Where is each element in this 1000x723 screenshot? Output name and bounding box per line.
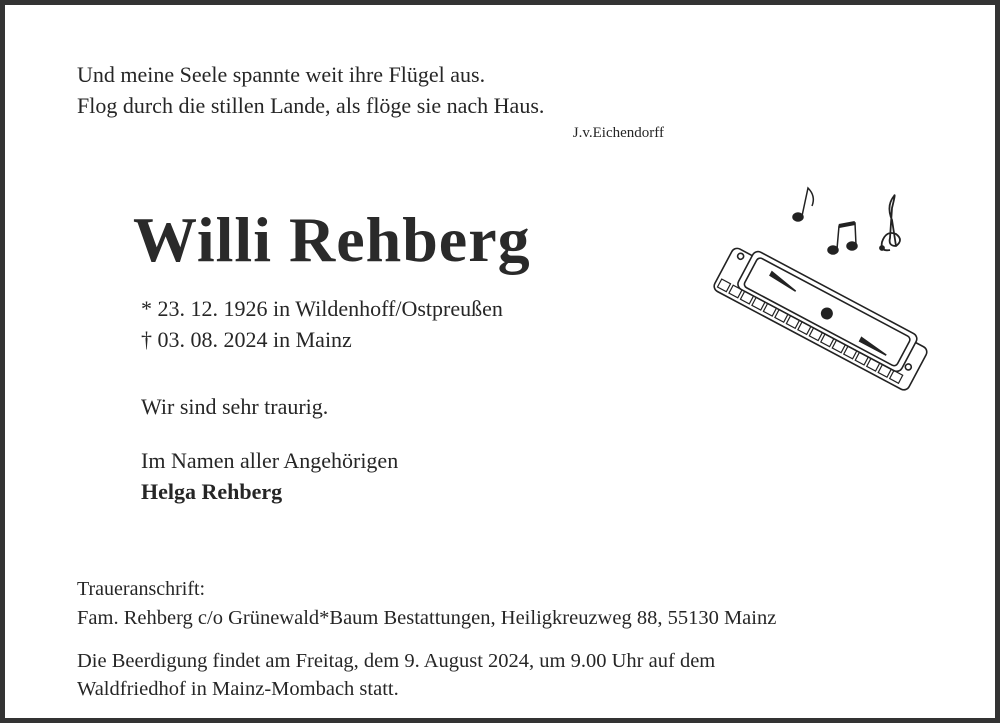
music-note-icon (793, 188, 813, 221)
harmonica-illustration (700, 180, 940, 410)
address-text: Fam. Rehberg c/o Grünewald*Baum Bestattungen, Heiligkreuzweg 88, 55130 Mainz (77, 607, 777, 629)
poem-line-1: Und meine Seele spannte weit ihre Flügel aus. (77, 62, 486, 87)
funeral-line-1: Die Beerdigung findet am Freitag, dem 9. August 2024, um 9.00 Uhr auf dem (77, 650, 716, 672)
funeral-line-2: Waldfriedhof in Mainz-Mombach statt. (77, 678, 399, 700)
deceased-name: Willi Rehberg (133, 204, 531, 275)
poem-line-2: Flog durch die stillen Lande, als flöge sie nach Haus. (77, 93, 545, 118)
signoff-name: Helga Rehberg (141, 479, 283, 504)
beamed-notes-icon (828, 223, 857, 254)
poem-author: J.v.Eichendorff (572, 125, 664, 141)
harmonica-icon (712, 240, 932, 392)
signoff-line: Im Namen aller Angehörigen (141, 448, 399, 473)
death-date: † 03. 08. 2024 in Mainz (141, 327, 352, 352)
message: Wir sind sehr traurig. (141, 394, 329, 419)
treble-clef-icon (880, 195, 900, 250)
birth-date: * 23. 12. 1926 in Wildenhoff/Ostpreußen (141, 296, 503, 321)
address-label: Traueranschrift: (77, 578, 206, 600)
